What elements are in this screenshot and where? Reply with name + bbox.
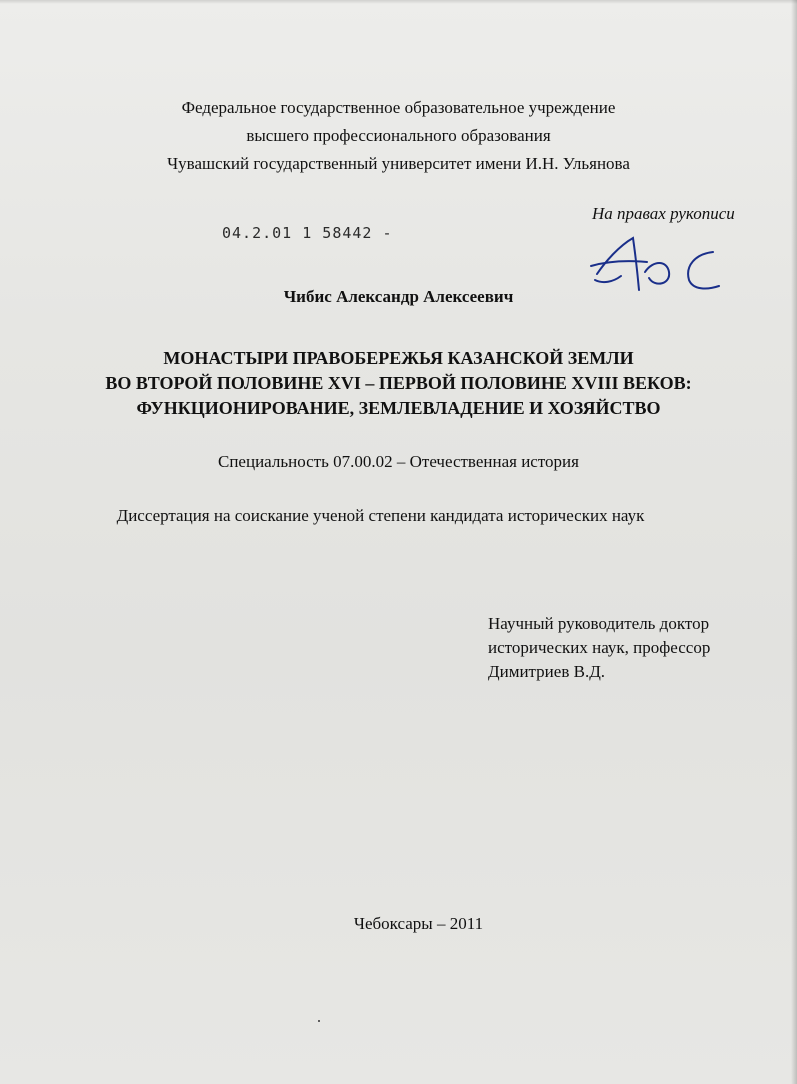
city-year: Чебоксары – 2011 (353, 914, 484, 933)
institution-line-3: Чувашский государственный университет имени И.Н. Ульянова (167, 154, 630, 173)
title-line-1: МОНАСТЫРИ ПРАВОБЕРЕЖЬЯ КАЗАНСКОЙ ЗЕМЛИ (163, 348, 634, 368)
institution-line-1: Федеральное государственное образовательное учреждение (181, 98, 616, 117)
institution-line-2: высшего профессионального образования (246, 126, 551, 145)
manuscript-rights-note: На правах рукописи (592, 204, 735, 223)
scan-speck (318, 1020, 320, 1022)
library-stamp-number: 04.2.01 1 58442 - (222, 224, 393, 242)
advisor-line-2: исторических наук, профессор (488, 638, 711, 657)
dissertation-type: Диссертация на соискание ученой степени кандидата исторических наук (116, 506, 645, 525)
title-line-2: ВО ВТОРОЙ ПОЛОВИНЕ XVI – ПЕРВОЙ ПОЛОВИНЕ XVIII ВЕКОВ: (105, 373, 692, 393)
scientific-advisor (488, 612, 710, 684)
advisor-line-1: Научный руководитель доктор (488, 614, 710, 633)
specialty: Специальность 07.00.02 – Отечественная история (218, 452, 579, 471)
advisor-line-3: Димитриев В.Д. (488, 662, 606, 681)
title-line-3: ФУНКЦИОНИРОВАНИЕ, ЗЕМЛЕВЛАДЕНИЕ И ХОЗЯЙСТВО (136, 398, 661, 418)
scan-shadow-top (0, 0, 797, 4)
author-name: Чибис Александр Алексеевич (283, 287, 514, 306)
